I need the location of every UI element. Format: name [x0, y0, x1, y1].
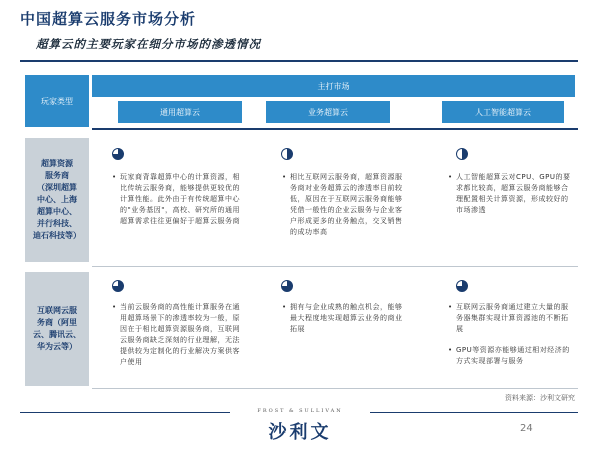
- penetration-full-icon: [281, 280, 293, 292]
- page-number: 24: [520, 423, 533, 434]
- table-cell: • 拥有与企业成熟的触点机会，能够最大程度地实现超算云业务的商业拓展: [282, 303, 403, 333]
- table-cell: • 人工智能超算云对CPU、GPU的要求都比较高，超算云服务商能够合理配置相关计算资源，形成较好的市场渗透: [448, 173, 571, 214]
- penetration-half-icon: [456, 148, 468, 160]
- brand-tagline: FROST & SULLIVAN: [230, 408, 370, 414]
- row-header-internet-cloud-providers: 互联网云服 务商（阿里 云、腾讯云、 华为云等）: [25, 272, 89, 386]
- penetration-full-icon: [456, 280, 468, 292]
- brand-logo: 沙利文: [268, 422, 332, 443]
- row-divider: [92, 266, 578, 267]
- header-divider: [92, 128, 578, 130]
- table-cell: • 玩家商背靠超算中心的计算资源，相比传统云服务商，能够提供更较优的计算性能。此外由于有传统超算中心的"业务基因"，高校、研究所的通用超算需求往往更偏好于超算云服务商: [112, 173, 240, 225]
- penetration-full-icon: [112, 148, 124, 160]
- corner-header: 玩家类型: [25, 75, 89, 127]
- title-divider: [20, 60, 578, 62]
- source-note: 资料来源：沙利文研究: [505, 394, 575, 402]
- main-market-header: 主打市场: [92, 75, 575, 97]
- table-cell: • 当前云服务商的高性能计算服务在通用超算场景下的渗透率较为一般，原因在于相比超算资源服务商，互联网云服务商缺乏深刻的行业理解，无法提供较为定制化的行业解决方案供客户使用: [112, 303, 240, 366]
- column-header-general: 通用超算云: [118, 101, 242, 123]
- table-cell: • 相比互联网云服务商，超算资源服务商对业务超算云的渗透率目前较低，原因在于互联网云服务商能够凭借一般性的企业云服务与企业客户形成更多的业务触点，交叉销售的成功率高: [282, 173, 403, 236]
- column-header-ai: 人工智能超算云: [442, 101, 564, 123]
- column-header-business: 业务超算云: [266, 101, 390, 123]
- table-bottom-divider: [92, 388, 578, 389]
- penetration-half-icon: [281, 148, 293, 160]
- penetration-full-icon: [112, 280, 124, 292]
- row-header-supercomputing-providers: 超算资源 服务商 （深圳超算 中心、上海 超算中心、 并行科技、 迪石科技等）: [25, 138, 89, 262]
- table-cell: • GPU等资源亦能够通过相对经济的方式实现部署与服务: [448, 346, 570, 365]
- table-cell: • 互联网云服务商通过建立大量的服务器集群实现计算资源池的不断拓展: [448, 303, 569, 333]
- page-title: 中国超算云服务市场分析: [20, 10, 197, 28]
- page-subtitle: 超算云的主要玩家在细分市场的渗透情况: [36, 37, 261, 51]
